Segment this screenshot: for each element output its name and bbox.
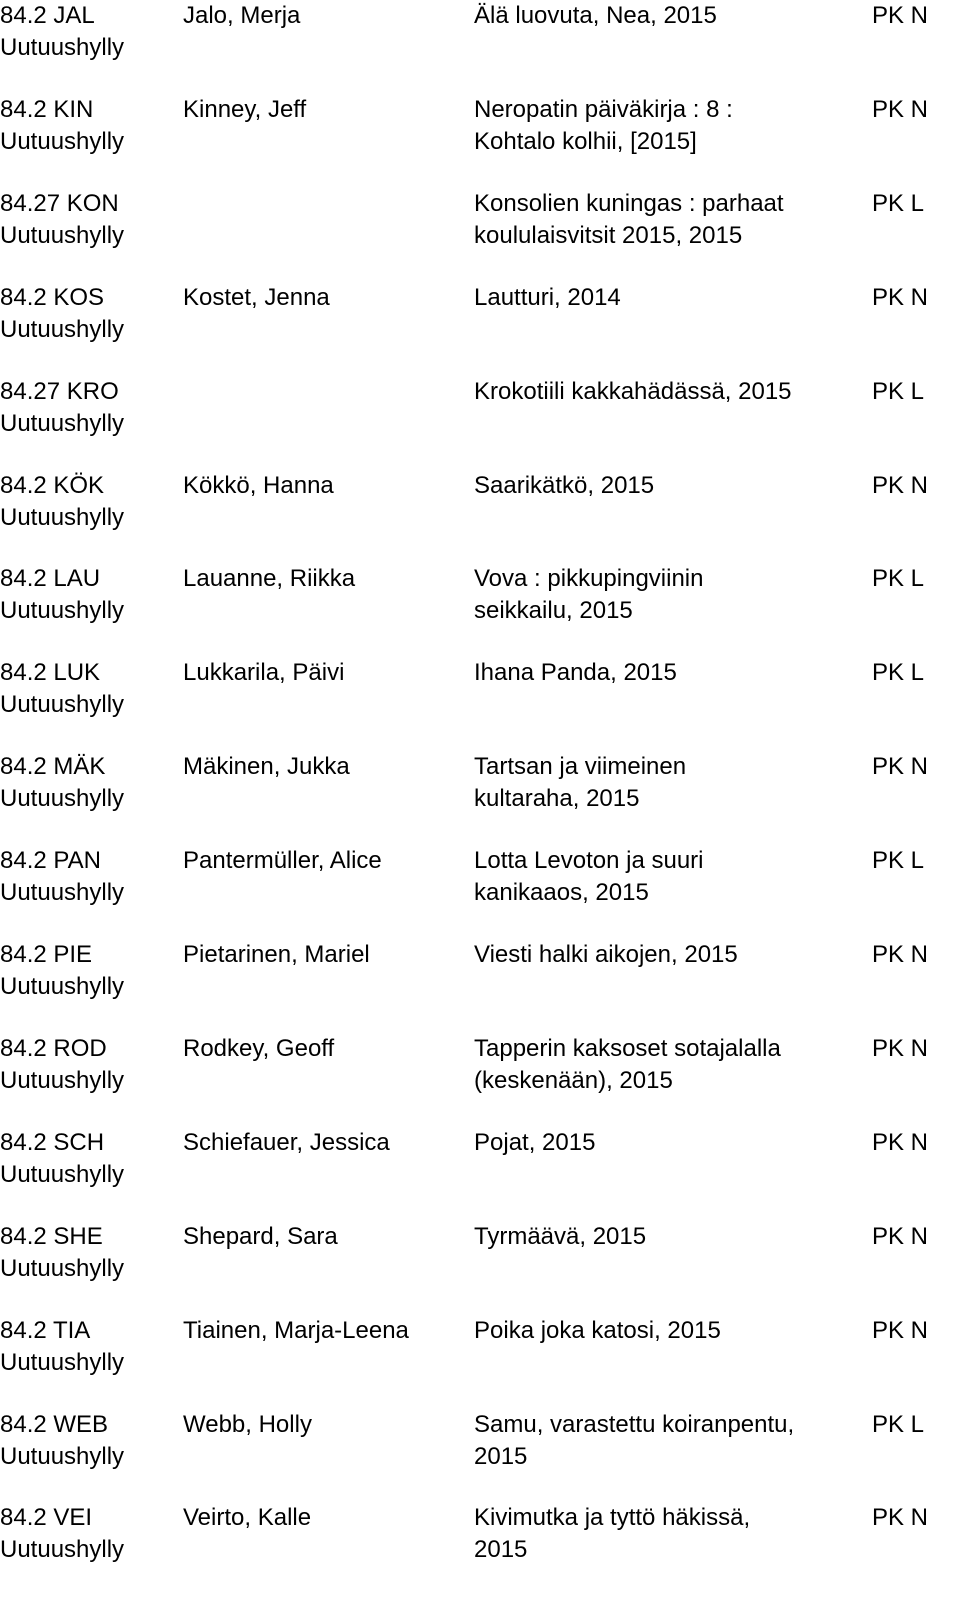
call-number: 84.2 VEI	[0, 1504, 93, 1531]
author: Schiefauer, Jessica	[183, 1129, 390, 1156]
call-number: 84.2 KIN	[0, 96, 94, 123]
title-line	[474, 1347, 844, 1379]
title-line: (keskenään), 2015	[474, 1067, 673, 1094]
author: Webb, Holly	[183, 1411, 312, 1438]
title-line: Kohtalo kolhii, [2015]	[474, 128, 697, 155]
list-item	[0, 751, 960, 845]
title-cell	[474, 751, 844, 815]
call-number-cell	[0, 1127, 170, 1191]
title-line: seikkailu, 2015	[474, 597, 633, 624]
call-number-cell	[0, 845, 170, 909]
shelf-location: Uutuushylly	[0, 410, 125, 437]
list-item	[0, 94, 960, 188]
call-number: 84.2 KÖK	[0, 472, 105, 499]
classification-code: PK L	[872, 378, 925, 405]
shelf-location: Uutuushylly	[0, 879, 125, 906]
list-item	[0, 1127, 960, 1221]
author: Mäkinen, Jukka	[183, 753, 350, 780]
call-number: 84.27 KRO	[0, 378, 119, 405]
title-cell	[474, 1315, 844, 1379]
shelf-location: Uutuushylly	[0, 1067, 125, 1094]
shelf-location: Uutuushylly	[0, 973, 125, 1000]
call-number-cell	[0, 1409, 170, 1473]
title-line: Lautturi, 2014	[474, 284, 621, 311]
title-line	[474, 502, 844, 534]
call-number: 84.2 LUK	[0, 659, 101, 686]
title-line	[474, 1253, 844, 1285]
title-line: kultaraha, 2015	[474, 785, 640, 812]
author: Tiainen, Marja-Leena	[183, 1317, 409, 1344]
list-item	[0, 845, 960, 939]
list-item	[0, 1221, 960, 1315]
call-number: 84.27 KON	[0, 190, 119, 217]
classification-code: PK N	[872, 941, 929, 968]
title-line: Viesti halki aikojen, 2015	[474, 941, 738, 968]
call-number: 84.2 ROD	[0, 1035, 107, 1062]
shelf-location: Uutuushylly	[0, 1536, 125, 1563]
call-number: 84.2 TIA	[0, 1317, 91, 1344]
call-number-cell	[0, 0, 170, 64]
classification-code: PK N	[872, 284, 929, 311]
title-line: Tartsan ja viimeinen	[474, 753, 687, 780]
title-cell	[474, 1127, 844, 1191]
title-cell	[474, 1221, 844, 1285]
call-number-cell	[0, 751, 170, 815]
classification-code: PK N	[872, 1504, 929, 1531]
shelf-location: Uutuushylly	[0, 222, 125, 249]
list-item	[0, 0, 960, 94]
classification-code: PK N	[872, 1317, 929, 1344]
title-line: Vova : pikkupingviinin	[474, 565, 704, 592]
call-number: 84.2 MÄK	[0, 753, 106, 780]
list-item	[0, 282, 960, 376]
title-cell	[474, 1033, 844, 1097]
call-number-cell	[0, 939, 170, 1003]
title-cell	[474, 188, 844, 252]
list-item	[0, 188, 960, 282]
shelf-location: Uutuushylly	[0, 597, 125, 624]
title-cell	[474, 470, 844, 534]
call-number-cell	[0, 563, 170, 627]
title-line: kanikaaos, 2015	[474, 879, 649, 906]
call-number: 84.2 SHE	[0, 1223, 103, 1250]
call-number-cell	[0, 1315, 170, 1379]
call-number-cell	[0, 282, 170, 346]
call-number: 84.2 WEB	[0, 1411, 109, 1438]
classification-code: PK N	[872, 1035, 929, 1062]
title-line: Samu, varastettu koiranpentu,	[474, 1411, 795, 1438]
title-cell	[474, 282, 844, 346]
classification-code: PK N	[872, 1223, 929, 1250]
call-number-cell	[0, 94, 170, 158]
call-number-cell	[0, 1502, 170, 1566]
author: Kostet, Jenna	[183, 284, 330, 311]
classification-code: PK L	[872, 1411, 925, 1438]
classification-code: PK L	[872, 659, 925, 686]
author: Lukkarila, Päivi	[183, 659, 345, 686]
list-item	[0, 1033, 960, 1127]
call-number-cell	[0, 376, 170, 440]
shelf-location: Uutuushylly	[0, 34, 125, 61]
list-item	[0, 1502, 960, 1596]
title-line: Poika joka katosi, 2015	[474, 1317, 721, 1344]
title-line: Ihana Panda, 2015	[474, 659, 677, 686]
title-line: Pojat, 2015	[474, 1129, 596, 1156]
title-line: 2015	[474, 1443, 528, 1470]
title-cell	[474, 845, 844, 909]
title-line: Saarikätkö, 2015	[474, 472, 655, 499]
list-item	[0, 563, 960, 657]
shelf-location: Uutuushylly	[0, 1255, 125, 1282]
author: Pantermüller, Alice	[183, 847, 382, 874]
call-number: 84.2 PAN	[0, 847, 101, 874]
title-line	[474, 689, 844, 721]
author: Kökkö, Hanna	[183, 472, 334, 499]
classification-code: PK N	[872, 753, 929, 780]
list-item	[0, 1409, 960, 1503]
call-number-cell	[0, 1033, 170, 1097]
shelf-location: Uutuushylly	[0, 785, 125, 812]
title-line: Tyrmäävä, 2015	[474, 1223, 647, 1250]
author: Lauanne, Riikka	[183, 565, 356, 592]
author: Jalo, Merja	[183, 2, 301, 29]
call-number: 84.2 PIE	[0, 941, 93, 968]
call-number-cell	[0, 657, 170, 721]
classification-code: PK L	[872, 565, 925, 592]
title-line	[474, 971, 844, 1003]
shelf-location: Uutuushylly	[0, 1161, 125, 1188]
author: Veirto, Kalle	[183, 1504, 312, 1531]
author: Shepard, Sara	[183, 1223, 338, 1250]
title-cell	[474, 1502, 844, 1566]
shelf-location: Uutuushylly	[0, 1349, 125, 1376]
list-item	[0, 376, 960, 470]
title-cell	[474, 0, 844, 64]
title-cell	[474, 94, 844, 158]
title-line: Krokotiili kakkahädässä, 2015	[474, 378, 792, 405]
title-line	[474, 1159, 844, 1191]
call-number: 84.2 JAL	[0, 2, 95, 29]
list-item	[0, 657, 960, 751]
list-item	[0, 470, 960, 564]
author: Rodkey, Geoff	[183, 1035, 335, 1062]
title-line: Kivimutka ja tyttö häkissä,	[474, 1504, 751, 1531]
call-number: 84.2 LAU	[0, 565, 101, 592]
title-cell	[474, 376, 844, 440]
title-line: Lotta Levoton ja suuri	[474, 847, 704, 874]
list-item	[0, 1315, 960, 1409]
classification-code: PK N	[872, 472, 929, 499]
list-item	[0, 939, 960, 1033]
title-line	[474, 314, 844, 346]
shelf-location: Uutuushylly	[0, 128, 125, 155]
title-line	[474, 32, 844, 64]
shelf-location: Uutuushylly	[0, 1443, 125, 1470]
author: Kinney, Jeff	[183, 96, 307, 123]
call-number-cell	[0, 1221, 170, 1285]
title-cell	[474, 563, 844, 627]
shelf-location: Uutuushylly	[0, 504, 125, 531]
shelf-location: Uutuushylly	[0, 691, 125, 718]
classification-code: PK L	[872, 847, 925, 874]
title-cell	[474, 939, 844, 1003]
classification-code: PK N	[872, 1129, 929, 1156]
title-line: Älä luovuta, Nea, 2015	[474, 2, 717, 29]
title-cell	[474, 1409, 844, 1473]
call-number: 84.2 SCH	[0, 1129, 105, 1156]
title-line	[474, 408, 844, 440]
shelf-location: Uutuushylly	[0, 316, 125, 343]
title-line: Neropatin päiväkirja : 8 :	[474, 96, 733, 123]
title-line: Tapperin kaksoset sotajalalla	[474, 1035, 781, 1062]
call-number: 84.2 KOS	[0, 284, 105, 311]
classification-code: PK L	[872, 190, 925, 217]
title-line: 2015	[474, 1536, 528, 1563]
classification-code: PK N	[872, 96, 929, 123]
title-line: koululaisvitsit 2015, 2015	[474, 222, 743, 249]
author: Pietarinen, Mariel	[183, 941, 370, 968]
call-number-cell	[0, 188, 170, 252]
title-cell	[474, 657, 844, 721]
classification-code: PK N	[872, 2, 929, 29]
title-line: Konsolien kuningas : parhaat	[474, 190, 784, 217]
call-number-cell	[0, 470, 170, 534]
